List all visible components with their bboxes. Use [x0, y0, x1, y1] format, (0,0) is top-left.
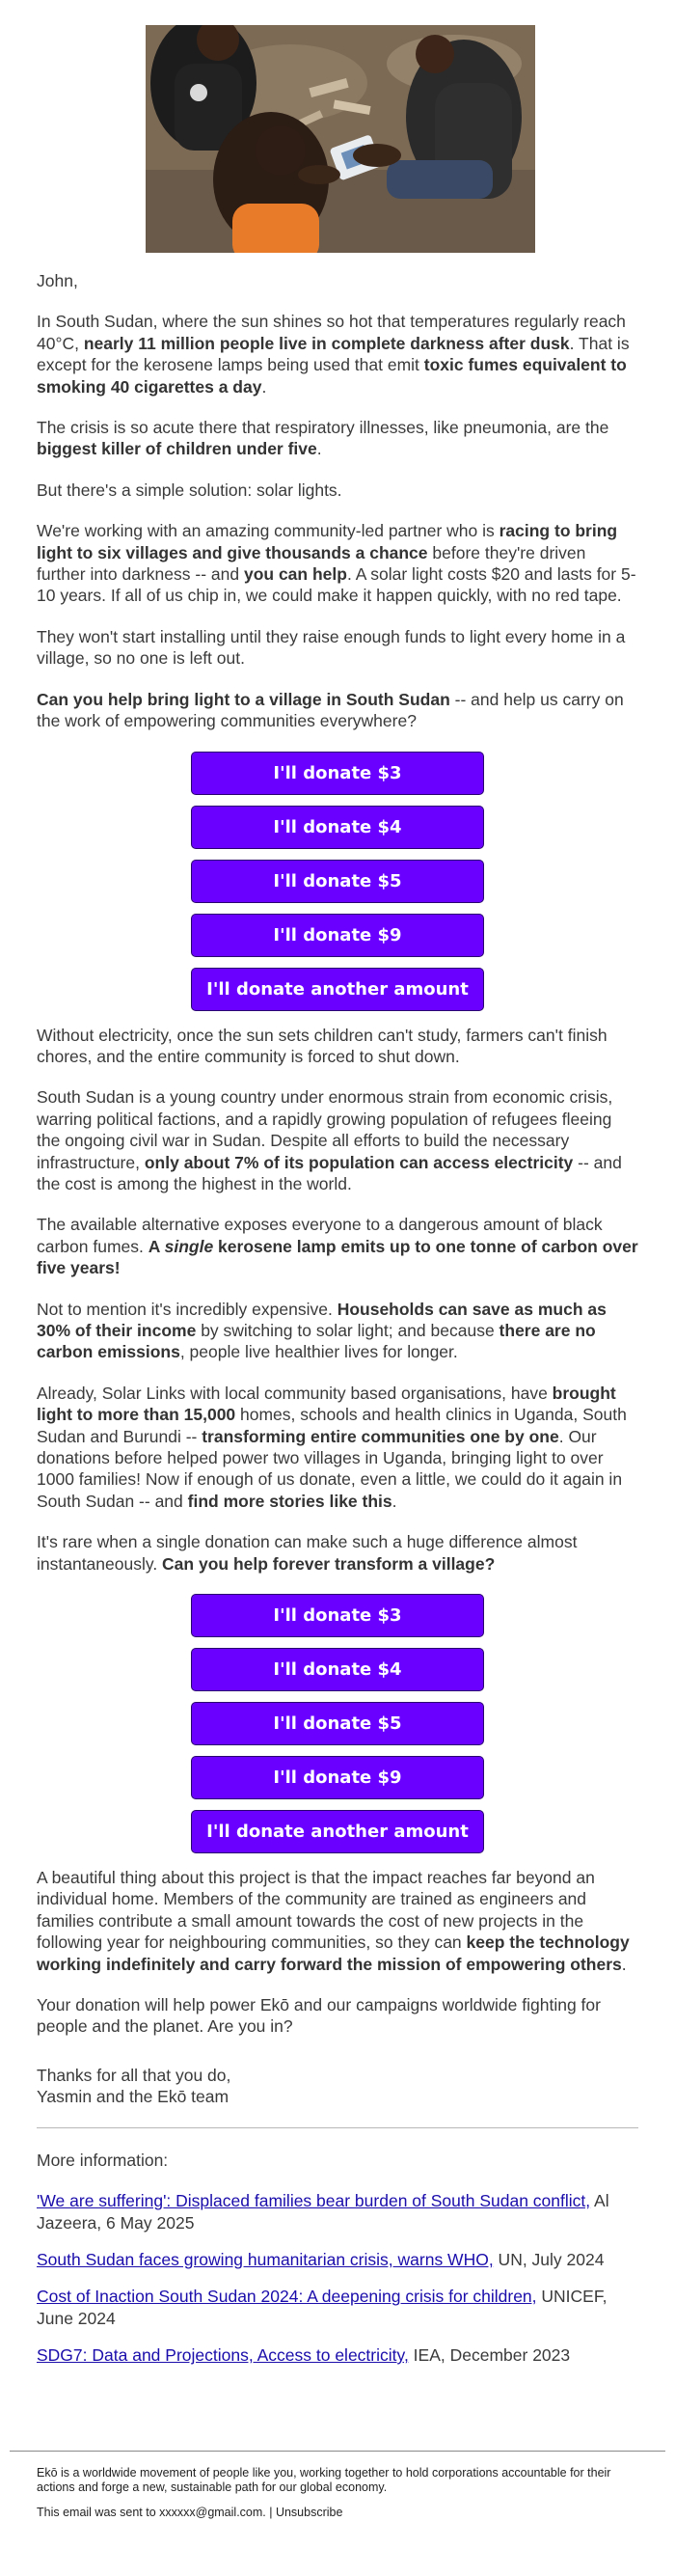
donate-4-button[interactable]: I'll donate $4	[191, 806, 484, 849]
intro-paragraph: In South Sudan, where the sun shines so hot that temperatures regularly reach 40°C, nearly 11 million people live in complete darkness after dusk. That is except for the kerosene lamps being used that emit toxic fumes equivalent to smoking 40 cigarettes a day.	[37, 312, 630, 397]
hero-photo-illustration	[146, 25, 535, 253]
donate-buttons-top	[37, 752, 638, 1011]
campaign-paragraph: Your donation will help power Ekō and our campaigns worldwide fighting for people and the planet. Are you in?	[37, 1995, 601, 2037]
reference-link[interactable]: 'We are suffering': Displaced families bear burden of South Sudan conflict,	[37, 2191, 591, 2211]
solution-paragraph: But there's a simple solution: solar lights.	[37, 480, 342, 500]
donate-3-button[interactable]: I'll donate $3	[191, 752, 484, 795]
donate-buttons-bottom	[37, 1594, 638, 1853]
donate-5-button[interactable]: I'll donate $5	[191, 1702, 484, 1745]
donate-3-button[interactable]: I'll donate $3	[191, 1594, 484, 1637]
installation-paragraph: They won't start installing until they raise enough funds to light every home in a village, so no one is left out.	[37, 626, 626, 669]
greeting: John,	[37, 271, 78, 290]
reference-link[interactable]: SDG7: Data and Projections, Access to electricity,	[37, 2345, 409, 2366]
signoff	[37, 2065, 638, 2108]
more-info-heading: More information:	[37, 2150, 169, 2170]
track-record-paragraph: Already, Solar Links with local community based organisations, have brought light to more than 15,000 homes, schools and health clinics in Uganda, South Sudan and Burundi -- transforming entire communities one by one. Our donations before helped power two villages in Uganda, bringing light to over 1000 families! Now if enough of us donate, even a little, we could do it again in South Sudan -- and find more stories like this.	[37, 1383, 627, 1511]
references-list	[37, 2190, 638, 2366]
savings-paragraph: Not to mention it's incredibly expensive. Households can save as much as 30% of their income by switching to solar light; and because there are no carbon emissions, people live healthier lives for longer.	[37, 1299, 607, 1362]
reference-item: 'We are suffering': Displaced families bear burden of South Sudan conflict, Al Jazeera, 6 May 2025	[37, 2191, 609, 2233]
crisis-paragraph: The crisis is so acute there that respiratory illnesses, like pneumonia, are the biggest killer of children under five.	[37, 418, 609, 459]
message-content	[37, 270, 638, 2382]
reference-item: Cost of Inaction South Sudan 2024: A deepening crisis for children, UNICEF, June 2024	[37, 2287, 608, 2328]
reference-item: South Sudan faces growing humanitarian crisis, warns WHO, UN, July 2024	[37, 2249, 605, 2269]
footer	[37, 2466, 638, 2532]
signoff-line-2: Yasmin and the Ekō team	[37, 2087, 230, 2107]
footer-divider	[10, 2451, 665, 2452]
footer-about: Ekō is a worldwide movement of people like you, working together to hold corporations accountable for their actions and forge a new, sustainable path for our global economy.	[37, 2466, 611, 2494]
divider	[37, 2127, 638, 2128]
partner-paragraph: We're working with an amazing community-led partner who is racing to bring light to six villages and give thousands a chance before they're driven further into darkness -- and you can help. A solar light costs $20 and lasts for 5-10 years. If all of us chip in, we could make it happen quickly, with no red tape.	[37, 521, 636, 606]
signoff-line-1: Thanks for all that you do,	[37, 2065, 231, 2085]
transform-paragraph: It's rare when a single donation can make such a huge difference almost instantaneously. Can you help forever transform a village?	[37, 1532, 578, 1574]
donate-other-amount-button[interactable]: I'll donate another amount	[191, 968, 484, 1011]
kerosene-paragraph: The available alternative exposes everyone to a dangerous amount of black carbon fumes. A single kerosene lamp emits up to one tonne of carbon over five years!	[37, 1215, 638, 1278]
donate-5-button[interactable]: I'll donate $5	[191, 860, 484, 903]
context-paragraph: South Sudan is a young country under enormous strain from economic crisis, warring political factions, and a rapidly growing population of refugees fleeing the ongoing civil war in Sudan. Despite all efforts to build the necessary infrastructure, only about 7% of its population can access electricity -- and the cost is among the highest in the world.	[37, 1087, 622, 1193]
ask-paragraph: Can you help bring light to a village in South Sudan -- and help us carry on the work of empowering communities everywhere?	[37, 689, 624, 731]
reference-link[interactable]: Cost of Inaction South Sudan 2024: A deepening crisis for children,	[37, 2287, 537, 2307]
donate-9-button[interactable]: I'll donate $9	[191, 914, 484, 957]
impact-paragraph: A beautiful thing about this project is that the impact reaches far beyond an individual home. Members of the community are trained as engineers and families contribute a small amount towards the cost of new projects in the following year for neighbouring communities, so they can keep the technology working indefinitely and carry forward the mission of empowering others.	[37, 1868, 630, 1974]
donate-4-button[interactable]: I'll donate $4	[191, 1648, 484, 1691]
reference-link[interactable]: South Sudan faces growing humanitarian crisis, warns WHO,	[37, 2249, 494, 2269]
donate-other-amount-button[interactable]: I'll donate another amount	[191, 1810, 484, 1853]
footer-sent-to[interactable]: This email was sent to xxxxxx@gmail.com. | Unsubscribe	[37, 2506, 343, 2519]
donate-9-button[interactable]: I'll donate $9	[191, 1756, 484, 1799]
hero-photo	[146, 25, 535, 253]
electricity-paragraph: Without electricity, once the sun sets children can't study, farmers can't finish chores, and the entire community is forced to shut down.	[37, 1025, 608, 1066]
reference-item: SDG7: Data and Projections, Access to electricity, IEA, December 2023	[37, 2345, 571, 2366]
